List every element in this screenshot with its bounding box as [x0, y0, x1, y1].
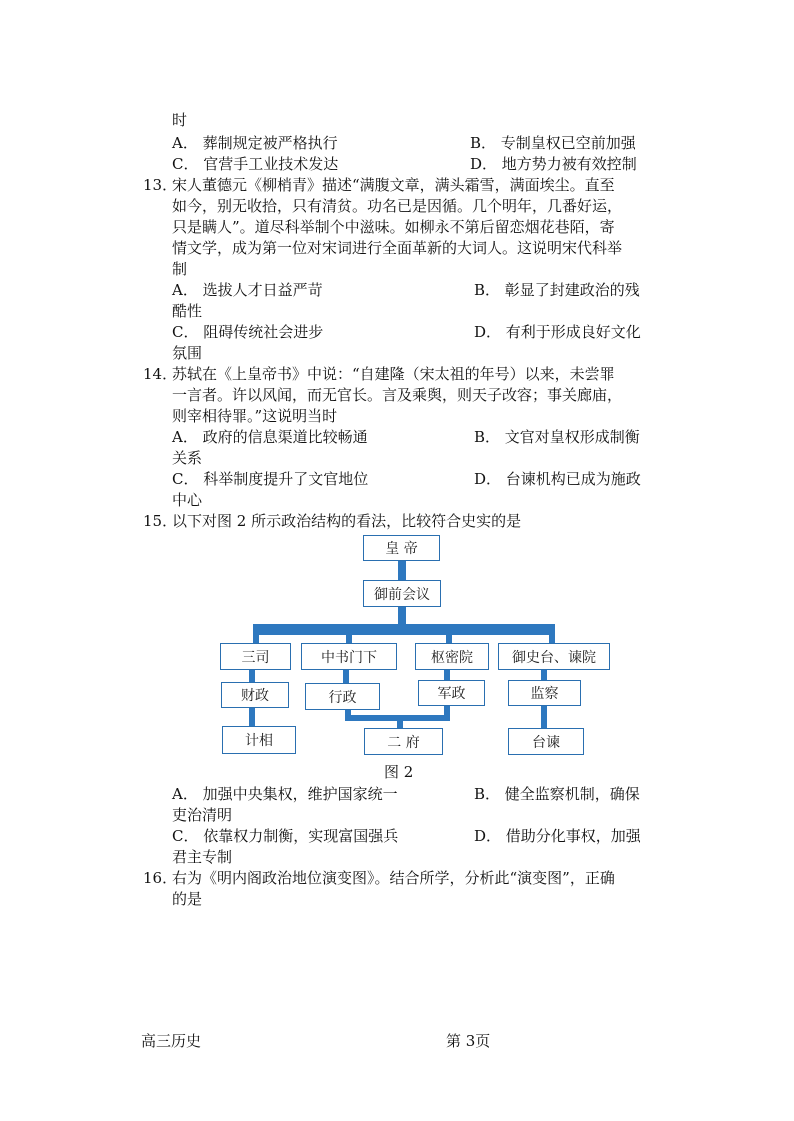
box-jixiang: 计相	[222, 726, 296, 754]
box-zhongshu: 中书门下	[301, 643, 397, 670]
box-caizheng: 财政	[221, 682, 289, 708]
q15-option-a: A． 加强中央集权，维护国家统一	[172, 785, 398, 803]
q14-stem-line: 则宰相待罪。”这说明当时	[172, 407, 338, 425]
q12-option-d: D． 地方势力被有效控制	[470, 155, 637, 173]
box-junzheng: 军政	[418, 680, 485, 706]
q15-option-d: D． 借助分化事权，加强	[474, 827, 641, 845]
q13-number: 13．	[143, 176, 178, 194]
connector-sansi-caizheng	[249, 669, 255, 683]
q15-option-b: B． 健全监察机制，确保	[474, 785, 640, 803]
q13-option-d: D． 有利于形成良好文化	[474, 323, 641, 341]
q13-option-d-wrap: 氛围	[172, 344, 203, 362]
box-shumi: 枢密院	[415, 643, 489, 670]
q15-option-b-wrap: 吏治清明	[172, 806, 233, 824]
q12-option-c: C． 官营手工业技术发达	[172, 155, 339, 173]
q13-option-b: B． 彰显了封建政治的残	[474, 281, 640, 299]
q14-option-c: C． 科举制度提升了文官地位	[172, 470, 369, 488]
footer-page-number: 第 3页	[446, 1032, 491, 1050]
connector-horizontal	[253, 624, 555, 635]
q13-option-b-wrap: 酷性	[172, 302, 203, 320]
q13-stem-line: 制	[172, 260, 188, 278]
q15-option-c: C． 依靠权力制衡，实现富国强兵	[172, 827, 399, 845]
q12-option-a: A． 葬制规定被严格执行	[172, 134, 338, 152]
q14-option-b: B． 文官对皇权形成制衡	[474, 428, 640, 446]
box-council: 御前会议	[363, 580, 441, 607]
q13-stem-line: 只是瞒人”。道尽科举制个中滋味。如柳永不第后留恋烟花巷陌，寄	[172, 218, 615, 236]
connector-emperor-council	[398, 559, 406, 581]
q14-stem-line: 苏轼在《上皇帝书》中说：“自建隆（宋太祖的年号）以来，未尝罪	[172, 365, 615, 383]
q15-stem: 以下对图 2 所示政治结构的看法，比较符合史实的是	[172, 512, 522, 530]
box-jiancha: 监察	[508, 680, 581, 706]
q14-option-a: A． 政府的信息渠道比较畅通	[172, 428, 368, 446]
footer-subject: 高三历史	[141, 1032, 202, 1050]
box-taijian: 台谏	[508, 728, 584, 755]
q16-stem-line: 的是	[172, 890, 203, 908]
q15-option-d-wrap: 君主专制	[172, 848, 233, 866]
q13-option-a: A． 选拔人才日益严苛	[172, 281, 323, 299]
box-emperor: 皇 帝	[363, 535, 440, 561]
q14-number: 14．	[143, 365, 178, 383]
q14-option-d-wrap: 中心	[172, 491, 203, 509]
q16-stem-line: 右为《明内阁政治地位演变图》。结合所学，分析此“演变图”，正确	[172, 869, 615, 887]
q12-stem-tail: 时	[172, 111, 188, 129]
q12-option-b: B． 专制皇权已空前加强	[470, 134, 636, 152]
connector-jiancha-taijian	[541, 705, 547, 729]
connector-zhongshu-xingzheng	[343, 669, 349, 683]
q15-number: 15．	[143, 512, 178, 530]
box-erfu: 二 府	[364, 728, 443, 755]
box-sansi: 三司	[220, 643, 291, 670]
q14-option-b-wrap: 关系	[172, 449, 203, 467]
connector-caizheng-jixiang	[249, 707, 255, 727]
q14-stem-line: 一言者。许以风闻，而无官长。言及乘舆，则天子改容；事关廊庙，	[172, 386, 623, 404]
q13-stem-line: 情文学，成为第一位对宋词进行全面革新的大词人。这说明宋代科举	[172, 239, 623, 257]
box-yushi: 御史台、谏院	[498, 643, 610, 670]
q13-stem-line: 宋人董德元《柳梢青》描述“满腹文章，满头霜雪，满面埃尘。直至	[172, 176, 615, 194]
figure-2-caption: 图 2	[384, 763, 414, 781]
q16-number: 16．	[143, 869, 178, 887]
box-xingzheng: 行政	[305, 683, 380, 710]
q13-option-c: C． 阻碍传统社会进步	[172, 323, 324, 341]
connector-council-branch	[398, 606, 406, 626]
q14-option-d: D． 台谏机构已成为施政	[474, 470, 641, 488]
q13-stem-line: 如今，别无收拾，只有清贫。功名已是因循。几个明年，几番好运，	[172, 197, 623, 215]
